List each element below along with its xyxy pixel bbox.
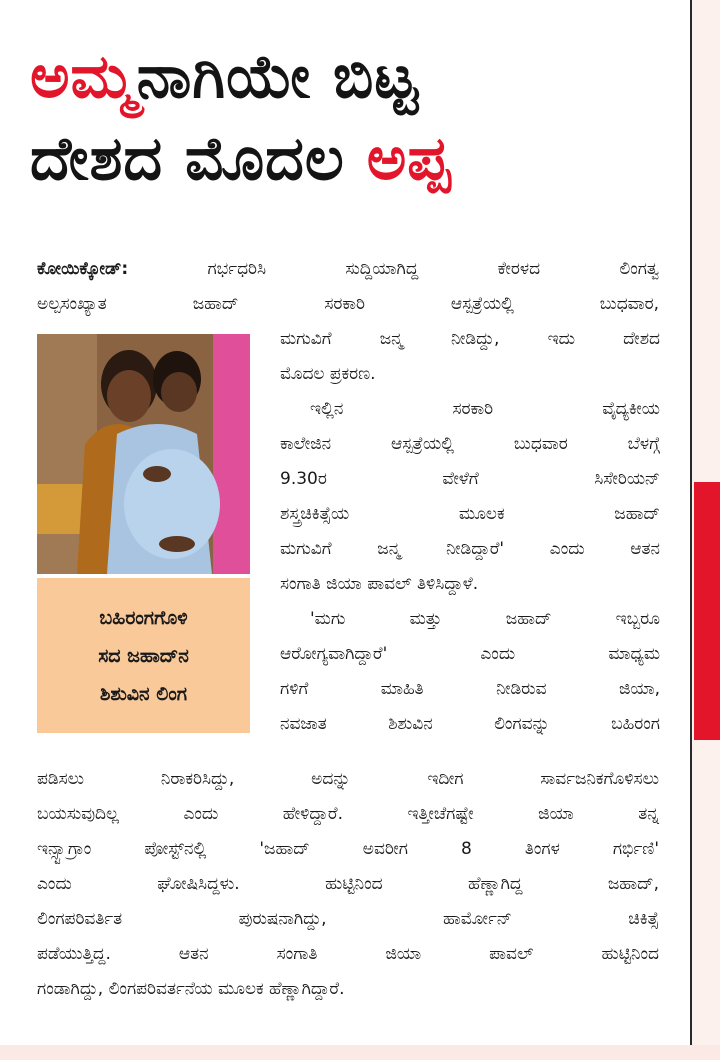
article-line: 9.30ರ ವೇಳೆಗೆ ಸಿಸೇರಿಯನ್ bbox=[280, 469, 660, 489]
headline-line-2 bbox=[30, 118, 680, 200]
article-intro bbox=[37, 252, 659, 322]
dateline: ಕೋಯಿಕ್ಕೋಡ್: bbox=[37, 259, 129, 279]
headline-red-word-2: ಅಪ್ಪ bbox=[366, 124, 452, 194]
headline-line-1-rest: ನಾಗಿಯೇ ಬಿಟ್ಟ bbox=[136, 42, 419, 112]
caption-line: ಬಹಿರಂಗಗೊಳಿ bbox=[99, 606, 188, 629]
article-line: ಪಡೆಯುತ್ತಿದ್ದ. ಆತನ ಸಂಗಾತಿ ಜಿಯಾ ಪಾವಲ್ ಹುಟ್ಟಿನಿಂದ bbox=[37, 944, 659, 964]
article-line: ಲಿಂಗಪರಿವರ್ತಿತ ಪುರುಷನಾಗಿದ್ದು, ಹಾರ್ಮೋನ್ ಚಿಕಿತ್ಸೆ bbox=[37, 909, 659, 929]
article-line: ಬಯಸುವುದಿಲ್ಲ ಎಂದು ಹೇಳಿದ್ದಾರೆ. ಇತ್ತೀಚೆಗಷ್ಟೇ ಜಿಯಾ ತನ್ನ bbox=[37, 804, 659, 824]
article-line: ಕಾಲೇಜಿನ ಆಸ್ಪತ್ರೆಯಲ್ಲಿ ಬುಧವಾರ ಬೆಳಗ್ಗೆ bbox=[280, 434, 660, 454]
caption-line: ಶಿಶುವಿನ ಲಿಂಗ bbox=[99, 682, 188, 705]
photo-illustration bbox=[37, 334, 250, 574]
article-line: ಶಸ್ತ್ರಚಿಕಿತ್ಸೆಯ ಮೂಲಕ ಜಹಾದ್ bbox=[280, 504, 660, 524]
article-column bbox=[280, 322, 660, 742]
article-line: ಕೋಯಿಕ್ಕೋಡ್: ಗರ್ಭಧರಿಸಿ ಸುದ್ದಿಯಾಗಿದ್ದ ಕೇರಳದ ಲಿಂಗತ್ವ bbox=[37, 259, 659, 279]
bottom-strip bbox=[0, 1045, 720, 1060]
article-line: ನವಜಾತ ಶಿಶುವಿನ ಲಿಂಗವನ್ನು ಬಹಿರಂಗ bbox=[280, 714, 660, 734]
caption-line: ಸದ ಜಹಾದ್‌ನ bbox=[98, 644, 189, 667]
headline-line-2-rest: ದೇಶದ ಮೊದಲ bbox=[30, 124, 367, 194]
article-line: ಎಂದು ಘೋಷಿಸಿದ್ದಳು. ಹುಟ್ಟಿನಿಂದ ಹೆಣ್ಣಾಗಿದ್ದ ಜಹಾದ್, bbox=[37, 874, 659, 894]
article-line: ಮಗುವಿಗೆ ಜನ್ಮ ನೀಡಿದ್ದಾರೆ' ಎಂದು ಆತನ bbox=[280, 539, 660, 559]
column-divider bbox=[690, 0, 692, 1045]
headline bbox=[30, 36, 680, 200]
article-line: ಗಳಿಗೆ ಮಾಹಿತಿ ನೀಡಿರುವ ಜಿಯಾ, bbox=[280, 679, 660, 699]
article-line: 'ಮಗು ಮತ್ತು ಜಹಾದ್ ಇಬ್ಬರೂ bbox=[310, 609, 660, 629]
article-line: ಆರೋಗ್ಯವಾಗಿದ್ದಾರೆ' ಎಂದು ಮಾಧ್ಯಮ bbox=[280, 644, 660, 664]
article-line: ಮಗುವಿಗೆ ಜನ್ಮ ನೀಡಿದ್ದು, ಇದು ದೇಶದ bbox=[280, 329, 660, 349]
article-line: ಗಂಡಾಗಿದ್ದು, ಲಿಂಗಪರಿವರ್ತನೆಯ ಮೂಲಕ ಹೆಣ್ಣಾಗಿದ್ದಾರೆ. bbox=[37, 979, 345, 999]
side-accent-bar bbox=[694, 482, 720, 740]
article-line: ಮೊದಲ ಪ್ರಕರಣ. bbox=[280, 364, 376, 384]
article-line: ಸಂಗಾತಿ ಜಿಯಾ ಪಾವಲ್ ತಿಳಿಸಿದ್ದಾಳೆ. bbox=[280, 574, 479, 594]
article-line: ಇಲ್ಲಿನ ಸರಕಾರಿ ವೈದ್ಯಕೀಯ bbox=[310, 399, 660, 419]
headline-red-word-1: ಅಮ್ಮ bbox=[30, 42, 137, 112]
news-photo bbox=[37, 334, 250, 574]
article-line: ಇನ್ಸ್ಟಾಗ್ರಾಂ ಪೋಸ್ಟ್‌ನಲ್ಲಿ 'ಜಹಾದ್ ಅವರೀಗ 8 ತಿಂಗಳ ಗರ್ಭಿಣಿ' bbox=[37, 839, 659, 859]
article-line: ಅಲ್ಪಸಂಖ್ಯಾತ ಜಹಾದ್ ಸರಕಾರಿ ಆಸ್ಪತ್ರೆಯಲ್ಲಿ ಬುಧವಾರ, bbox=[37, 294, 659, 314]
photo-caption bbox=[37, 578, 250, 733]
article-continuation bbox=[37, 762, 659, 1007]
article-line: ಪಡಿಸಲು ನಿರಾಕರಿಸಿದ್ದು, ಅದನ್ನು ಇದೀಗ ಸಾರ್ವಜನಿಕಗೊಳಿಸಲು bbox=[37, 769, 659, 789]
headline-line-1 bbox=[30, 36, 680, 118]
